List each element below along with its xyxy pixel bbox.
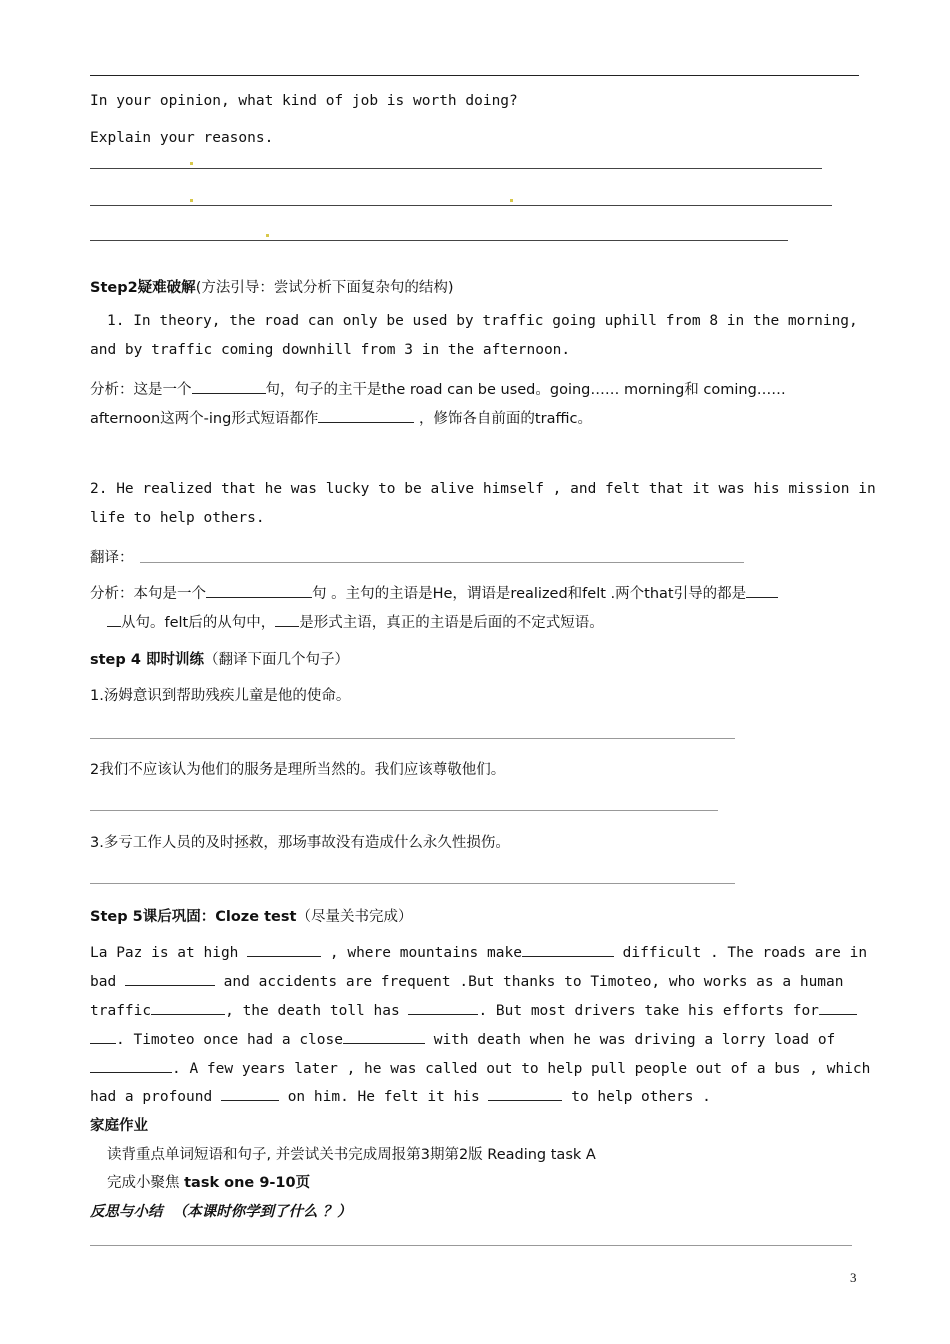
- answer-line-2: [90, 205, 832, 206]
- cloze-line-1: [90, 942, 867, 961]
- artifact-dot: [190, 199, 193, 202]
- page-number: 3: [850, 1270, 857, 1285]
- reflection-title: 反思与小结: [90, 1204, 163, 1220]
- blank[interactable]: [107, 612, 121, 627]
- cloze-blank[interactable]: [408, 1000, 478, 1015]
- cloze-text: , the death toll has: [225, 1003, 400, 1019]
- translate-label: 翻译：: [90, 550, 134, 566]
- translation-item-2: 2我们不应该认为他们的服务是理所当然的。我们应该尊敬他们。: [90, 762, 506, 778]
- translation-item-3: 3.多亏工作人员的及时拯救，那场事故没有造成什么永久性损伤。: [90, 835, 510, 851]
- opinion-question: In your opinion, what kind of job is worth doing?: [90, 93, 518, 109]
- step4-hint: （翻译下面几个句子）: [203, 652, 349, 668]
- sentence1-analysis-2: [90, 407, 592, 428]
- translation-item-1: 1.汤姆意识到帮助残疾儿童是他的使命。: [90, 688, 351, 704]
- cloze-line-6: [90, 1086, 711, 1105]
- blank[interactable]: [275, 612, 299, 627]
- cloze-text: La Paz is at high: [90, 945, 239, 961]
- cloze-line-4: [90, 1029, 835, 1048]
- analysis-text: 是形式主语，真正的主语是后面的不定式短语。: [299, 615, 604, 631]
- cloze-blank[interactable]: [819, 1000, 857, 1015]
- cloze-text: , where mountains make: [329, 945, 522, 961]
- translation-line-2[interactable]: [90, 810, 718, 811]
- reflection-heading: [90, 1200, 352, 1221]
- sentence1-line1: 1. In theory, the road can only be used by traffic going uphill from 8 in the morning,: [107, 313, 858, 329]
- cloze-text: had a profound: [90, 1089, 213, 1105]
- sentence1-analysis-1: [90, 378, 786, 399]
- cloze-text: bad: [90, 974, 117, 990]
- analysis-text: 分析：这是一个: [90, 382, 192, 398]
- step5-title: Step 5课后巩固：Cloze test: [90, 909, 297, 925]
- cloze-blank[interactable]: [343, 1029, 425, 1044]
- cloze-blank[interactable]: [151, 1000, 225, 1015]
- step2-heading: [90, 276, 454, 297]
- blank[interactable]: [206, 583, 312, 598]
- sentence2-line1: 2. He realized that he was lucky to be alive himself , and felt that it was his mission in: [90, 481, 876, 497]
- analysis-text: afternoon这两个-ing形式短语都作: [90, 411, 319, 427]
- cloze-line-2: [90, 971, 843, 990]
- explain-prompt: Explain your reasons.: [90, 130, 274, 146]
- artifact-dot: [190, 162, 193, 165]
- step5-hint: （尽量关书完成）: [296, 909, 413, 925]
- cloze-text: traffic: [90, 1003, 152, 1019]
- analysis-text: 句 。主句的主语是He，谓语是realized和felt .两个that引导的都是: [312, 586, 747, 602]
- cloze-blank[interactable]: [90, 1058, 172, 1073]
- answer-line-1: [90, 168, 822, 169]
- step5-heading: [90, 905, 412, 926]
- top-rule: [90, 75, 859, 76]
- step4-heading: [90, 648, 349, 669]
- cloze-text: . A few years later , he was called out to help pull people out of a bus , which: [172, 1061, 871, 1077]
- cloze-blank[interactable]: [221, 1086, 279, 1101]
- answer-line-3: [90, 240, 788, 241]
- blank[interactable]: [318, 408, 414, 423]
- reflection-line[interactable]: [90, 1245, 852, 1246]
- analysis-text: ，修饰各自前面的traffic。: [418, 411, 592, 427]
- homework-item-1: 读背重点单词短语和句子, 并尝试关书完成周报第3期第2版 Reading task A: [107, 1147, 596, 1163]
- analysis-text: 从句。felt后的从句中，: [121, 615, 276, 631]
- cloze-text: with death when he was driving a lorry load of: [433, 1032, 836, 1048]
- blank[interactable]: [746, 583, 778, 598]
- analysis-text: 分析：本句是一个: [90, 586, 206, 602]
- cloze-text: to help others .: [571, 1089, 711, 1105]
- translate-line[interactable]: [140, 562, 744, 563]
- artifact-dot: [266, 234, 269, 237]
- step2-hint: (方法引导：尝试分析下面复杂句的结构): [195, 280, 454, 296]
- step2-title: Step2疑难破解: [90, 280, 196, 296]
- translation-line-3[interactable]: [90, 883, 735, 884]
- sentence2-analysis-2: [107, 611, 604, 632]
- homework-text-bold: task one 9-10页: [184, 1175, 311, 1191]
- cloze-blank[interactable]: [125, 971, 215, 986]
- cloze-text: difficult . The roads are in: [622, 945, 868, 961]
- cloze-text: . Timoteo once had a close: [116, 1032, 343, 1048]
- cloze-blank[interactable]: [247, 942, 321, 957]
- homework-title: 家庭作业: [90, 1118, 148, 1134]
- cloze-line-5: [90, 1058, 870, 1077]
- cloze-text: and accidents are frequent .But thanks to Timoteo, who works as a human: [223, 974, 844, 990]
- sentence2-analysis-1: [90, 582, 778, 603]
- homework-text: 完成小聚焦: [107, 1175, 180, 1191]
- translation-line-1[interactable]: [90, 738, 735, 739]
- cloze-line-3: [90, 1000, 857, 1019]
- cloze-text: on him. He felt it his: [287, 1089, 480, 1105]
- analysis-text: 句，句子的主干是the road can be used。going…… morning和 coming……: [265, 382, 786, 398]
- blank[interactable]: [192, 379, 266, 394]
- reflection-hint: （本课时你学到了什么 ？）: [172, 1204, 352, 1220]
- cloze-blank[interactable]: [488, 1086, 562, 1101]
- step4-title: step 4 即时训练: [90, 652, 204, 668]
- artifact-dot: [510, 199, 513, 202]
- cloze-blank[interactable]: [522, 942, 614, 957]
- cloze-blank[interactable]: [90, 1029, 116, 1044]
- sentence1-line2: and by traffic coming downhill from 3 in the afternoon.: [90, 342, 571, 358]
- sentence2-line2: life to help others.: [90, 510, 265, 526]
- homework-item-2: [107, 1171, 310, 1192]
- cloze-text: . But most drivers take his efforts for: [478, 1003, 819, 1019]
